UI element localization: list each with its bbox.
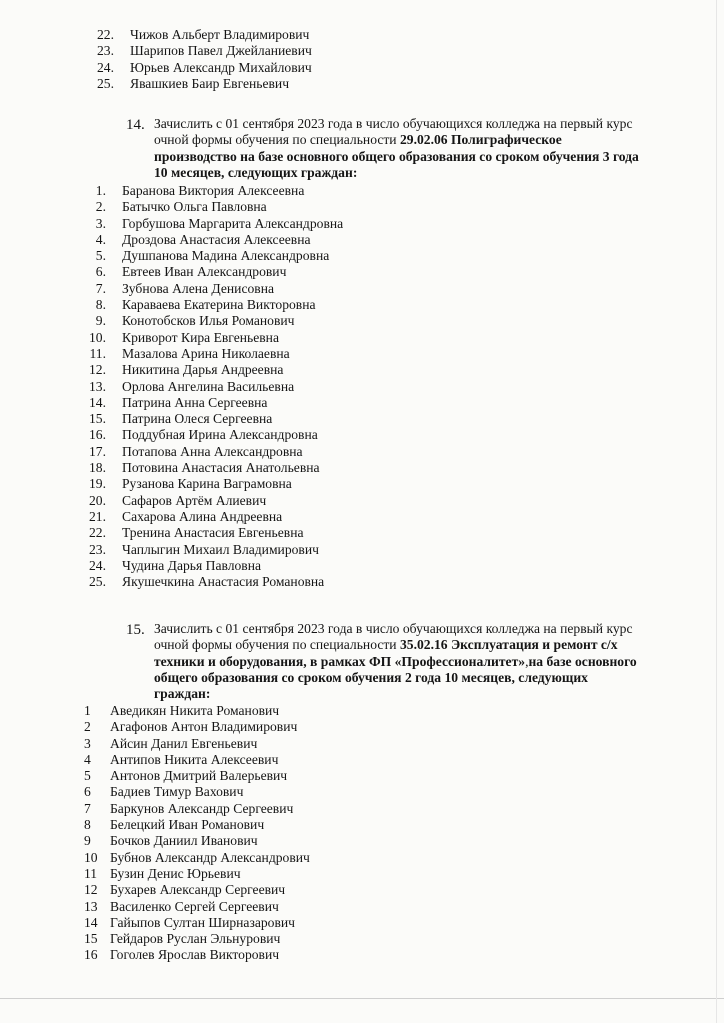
student-name: Бухарев Александр Сергеевич <box>110 882 286 898</box>
student-name: Бадиев Тимур Вахович <box>110 784 244 800</box>
clause-text <box>154 621 694 702</box>
list-item-number: 16. <box>89 427 106 443</box>
student-name: Баркунов Александр Сергеевич <box>110 800 294 816</box>
list-item-number: 1. <box>95 183 106 198</box>
list-item-number: 2. <box>95 199 106 215</box>
student-name: Орлова Ангелина Васильевна <box>122 378 295 394</box>
list-item-number: 4. <box>95 231 106 247</box>
list-item-number: 12. <box>89 362 106 378</box>
list-item-number: 7 <box>84 800 91 816</box>
student-name: Явашкиев Баир Евгеньевич <box>130 75 290 91</box>
student-name: Мазалова Арина Николаевна <box>122 345 290 361</box>
clause-text <box>154 116 694 181</box>
list-item-number: 15. <box>89 411 106 427</box>
clause-line: Зачислить с 01 сентября 2023 года в число обучающихся колледжа на первый курс <box>154 116 633 131</box>
list-item-number: 7. <box>95 280 106 296</box>
student-name: Василенко Сергей Сергеевич <box>110 898 279 914</box>
student-name: Патрина Анна Сергеевна <box>122 394 268 410</box>
student-name: Горбушова Маргарита Александровна <box>122 215 344 231</box>
clause-text-bold: граждан: <box>154 686 211 702</box>
clause-line <box>154 670 694 686</box>
student-name: Душпанова Мадина Александровна <box>122 248 330 264</box>
clause-text-plain: очной формы обучения по специальности <box>154 132 400 148</box>
student-name: Рузанова Карина Ваграмовна <box>122 476 292 492</box>
list-item-number: 5 <box>84 768 91 784</box>
student-name: Аведикян Никита Романович <box>110 703 280 718</box>
list-item-number: 24. <box>89 557 106 573</box>
student-name: Гайыпов Султан Ширназарович <box>110 914 295 930</box>
clause-text-bold: производство на базе основного общего образования со сроком обучения 3 года <box>154 148 639 164</box>
student-name: Сафаров Артём Алиевич <box>122 492 267 508</box>
student-name: Патрина Олеся Сергеевна <box>122 411 273 427</box>
list-item-number: 20. <box>89 492 106 508</box>
student-name: Бочков Даниил Иванович <box>110 833 258 849</box>
student-name: Никитина Дарья Андреевна <box>122 362 284 378</box>
student-name: Юрьев Александр Михайлович <box>130 59 312 75</box>
student-name: Гейдаров Руслан Эльнурович <box>110 931 281 947</box>
list-item-number: 24. <box>97 59 114 75</box>
student-name: Чижов Альберт Владимирович <box>130 27 310 42</box>
student-name: Шарипов Павел Джейланиевич <box>130 43 312 59</box>
clause-line <box>154 132 694 148</box>
list-item-number: 12 <box>84 882 98 898</box>
list-item-number: 10. <box>89 329 106 345</box>
clause-number: 15. <box>126 622 145 638</box>
student-name: Потапова Анна Александровна <box>122 443 303 459</box>
list-item-number: 22. <box>89 525 106 541</box>
list-item-number: 16 <box>84 947 98 963</box>
student-name: Потовина Анастасия Анатольевна <box>122 460 320 476</box>
clause-text-bold: 10 месяцев, следующих граждан: <box>154 164 358 180</box>
student-name: Дроздова Анастасия Алексеевна <box>122 231 311 247</box>
student-name: Айсин Данил Евгеньевич <box>110 735 258 751</box>
student-name: Якушечкина Анастасия Романовна <box>122 574 325 590</box>
list-item-number: 13 <box>84 898 98 914</box>
clause-line <box>154 637 694 653</box>
clause-text-bold: техники и оборудования, в рамках ФП «Профессионалитет» <box>154 653 526 669</box>
list-item-number: 4 <box>84 751 91 767</box>
clause-text-plain: , <box>525 653 529 669</box>
student-name: Криворот Кира Евгеньевна <box>122 329 279 345</box>
student-name: Антипов Никита Алексеевич <box>110 751 279 767</box>
specialty-code: 29.02.06 Полиграфическое <box>399 132 562 148</box>
student-name: Бубнов Александр Александрович <box>110 849 310 865</box>
list-item-number: 6 <box>84 784 91 800</box>
clause-line <box>154 165 694 181</box>
student-name: Сахарова Алина Андреевна <box>122 508 283 524</box>
student-name: Поддубная Ирина Александровна <box>122 427 318 443</box>
page-bottom-edge <box>0 998 724 999</box>
page-right-edge <box>716 0 717 1023</box>
list-item-number: 11 <box>84 865 98 881</box>
list-item-number: 23. <box>89 541 106 557</box>
student-name: Батычко Ольга Павловна <box>122 199 267 215</box>
student-name: Агафонов Антон Владимирович <box>110 719 298 735</box>
student-name: Караваева Екатерина Викторовна <box>122 297 316 313</box>
list-item-number: 22. <box>97 27 114 42</box>
student-name: Гоголев Ярослав Викторович <box>110 947 280 963</box>
list-item-number: 14. <box>89 394 106 410</box>
clause-line <box>154 149 694 165</box>
student-name: Тренина Анастасия Евгеньевна <box>122 525 304 541</box>
list-item-number: 11. <box>89 345 106 361</box>
list-item-number: 3 <box>84 735 91 751</box>
list-item-number: 17. <box>89 443 106 459</box>
list-item-number: 15 <box>84 931 98 947</box>
list-item-number: 13. <box>89 378 106 394</box>
clause-text-bold: общего образования со сроком обучения 2 года 10 месяцев, следующих <box>154 669 588 685</box>
student-name: Конотобсков Илья Романович <box>122 313 295 329</box>
list-item-number: 6. <box>95 264 106 280</box>
list-item-number: 18. <box>89 460 106 476</box>
clause-line: Зачислить с 01 сентября 2023 года в число обучающихся колледжа на первый курс <box>154 621 633 636</box>
student-name: Чудина Дарья Павловна <box>122 557 262 573</box>
list-item-number: 8 <box>84 817 91 833</box>
list-item-number: 9. <box>95 313 106 329</box>
list-item-number: 8. <box>95 297 106 313</box>
list-item-number: 21. <box>89 508 106 524</box>
clause-line <box>154 654 694 670</box>
clause-text-bold: на базе основного <box>528 653 637 669</box>
list-item-number: 3. <box>95 215 106 231</box>
clause-line <box>154 686 694 702</box>
list-item-number: 25. <box>97 75 114 91</box>
student-name: Зубнова Алена Денисовна <box>122 280 275 296</box>
list-item-number: 2 <box>84 719 91 735</box>
list-item-number: 9 <box>84 833 91 849</box>
list-item-number: 25. <box>89 574 106 590</box>
clause-number: 14. <box>126 117 145 133</box>
student-name: Чаплыгин Михаил Владимирович <box>122 541 319 557</box>
list-item-number: 19. <box>89 476 106 492</box>
specialty-code: 35.02.16 Эксплуатация и ремонт с/х <box>399 637 618 653</box>
list-item-number: 14 <box>84 914 98 930</box>
student-name: Антонов Дмитрий Валерьевич <box>110 768 288 784</box>
student-name: Баранова Виктория Алексеевна <box>122 183 305 198</box>
student-name: Белецкий Иван Романович <box>110 817 265 833</box>
list-item-number: 10 <box>84 849 98 865</box>
list-item-number: 23. <box>97 43 114 59</box>
list-item-number: 5. <box>95 248 106 264</box>
list-item-number: 1 <box>84 703 91 718</box>
student-name: Бузин Денис Юрьевич <box>110 865 241 881</box>
student-name: Евтеев Иван Александрович <box>122 264 287 280</box>
clause-text-plain: очной формы обучения по специальности <box>154 637 400 653</box>
